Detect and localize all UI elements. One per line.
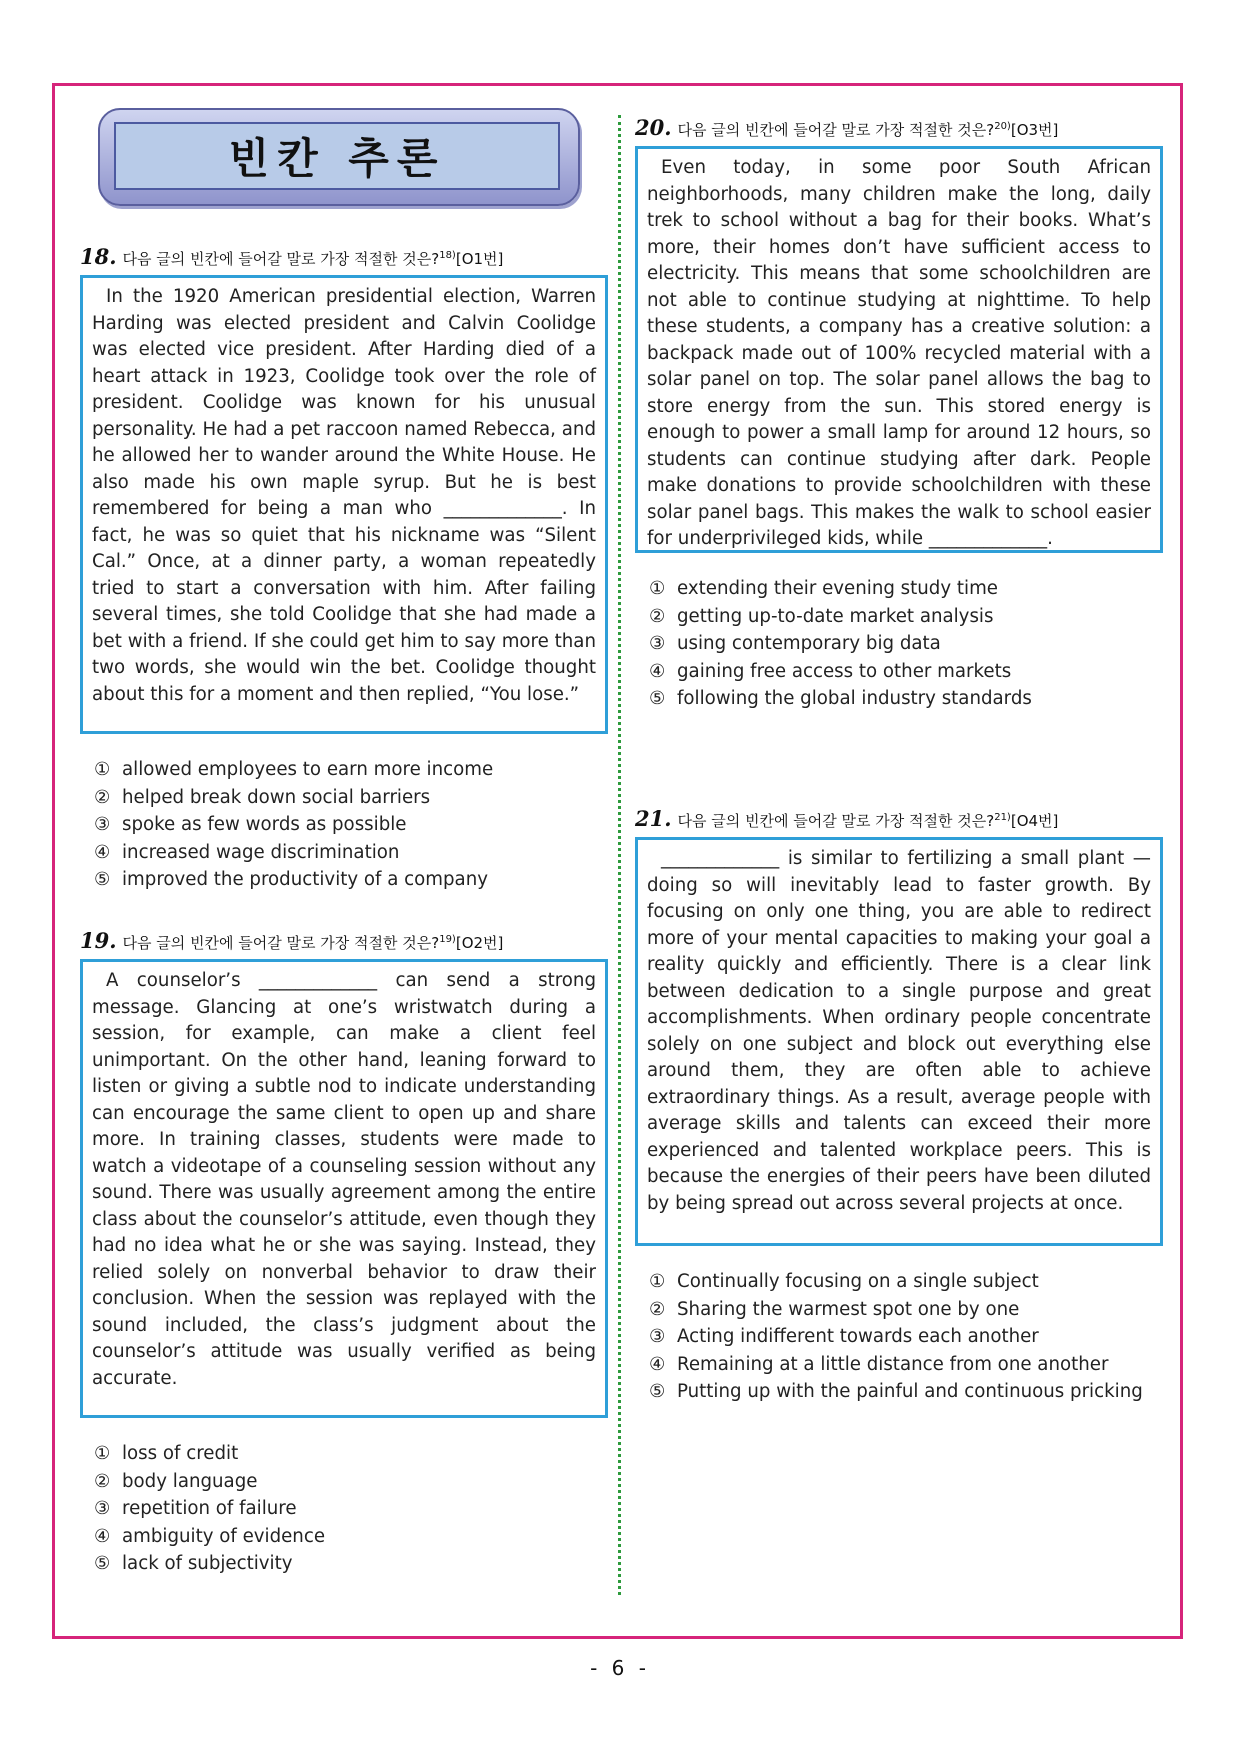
question-number: 21.	[635, 806, 672, 831]
option-1[interactable]: ① Continually focusing on a single subject	[649, 1271, 1039, 1292]
question-19	[80, 928, 608, 1578]
section-banner-inner	[114, 122, 560, 190]
question-header	[80, 928, 608, 953]
passage-box	[635, 146, 1163, 553]
question-prompt: 다음 글의 빈칸에 들어갈 말로 가장 적절한 것은?	[122, 934, 440, 952]
answer-options	[635, 1268, 1163, 1406]
passage-box	[80, 275, 608, 734]
passage-box	[80, 959, 608, 1418]
question-header	[80, 244, 608, 269]
question-prompt: 다음 글의 빈칸에 들어갈 말로 가장 적절한 것은?	[677, 812, 995, 830]
question-tag: [O2번]	[455, 934, 504, 952]
option-5[interactable]: ⑤ improved the productivity of a company	[94, 869, 488, 890]
question-number: 18.	[80, 244, 117, 269]
option-2[interactable]: ② Sharing the warmest spot one by one	[649, 1298, 1020, 1320]
question-prompt: 다음 글의 빈칸에 들어갈 말로 가장 적절한 것은?	[677, 121, 995, 139]
option-1[interactable]: ① loss of credit	[94, 1443, 239, 1464]
question-number: 20.	[635, 115, 672, 140]
option-5[interactable]: ⑤ Putting up with the painful and continuous pricking	[649, 1381, 1143, 1402]
option-4[interactable]: ④ Remaining at a little distance from one another	[649, 1353, 1109, 1375]
option-5[interactable]: ⑤ following the global industry standards	[649, 688, 1032, 709]
column-divider	[618, 115, 621, 1595]
question-18	[80, 244, 608, 894]
passage-text: _____________ is similar to fertilizing a small plant —doing so will inevitably lead to faster growth. By focusing on only one thing, you are able to redirect more of your mental capacities to making your goal a reality quickly and efficiently. There is a clear link between dedication to a single purpose and great accomplishments. When ordinary people concentrate solely on one subject and block out everything else around them, they are often able to achieve extraordinary things. As a result, average people with average skills and talents can exceed their more experienced and talented workplace peers. This is because the energies of their peers have been diluted by being spread out across several projects at once.	[647, 848, 1151, 1214]
option-4[interactable]: ④ ambiguity of evidence	[94, 1525, 326, 1547]
question-20	[635, 115, 1163, 713]
option-3[interactable]: ③ spoke as few words as possible	[94, 814, 407, 835]
passage-text: A counselor’s _____________ can send a strong message. Glancing at one’s wristwatch during a session, for example, can make a client feel unimportant. On the other hand, leaning forward to listen or giving a subtle nod to indicate understanding can encourage the same client to open up and share more. In training classes, students were made to watch a videotape of a counseling session without any sound. There was usually agreement among the entire class about the counselor’s attitude, even though they had no idea what he or she was saying. Instead, they relied solely on nonverbal behavior to draw their conclusion. When the session was replayed with the sound included, the class’s judgment about the counselor’s attitude was usually verified as being accurate.	[92, 970, 596, 1389]
option-3[interactable]: ③ repetition of failure	[94, 1498, 297, 1519]
passage-box	[635, 837, 1163, 1246]
option-2[interactable]: ② body language	[94, 1470, 258, 1492]
option-2[interactable]: ② getting up-to-date market analysis	[649, 605, 994, 627]
question-header	[635, 806, 1163, 831]
footnote-ref: 19)	[439, 934, 456, 945]
option-5[interactable]: ⑤ lack of subjectivity	[94, 1553, 293, 1574]
passage-text: In the 1920 American presidential election, Warren Harding was elected president and Calvin Coolidge was elected vice president. After Harding died of a heart attack in 1923, Coolidge took over the role of president. Coolidge was known for his unusual personality. He had a pet raccoon named Rebecca, and he allowed her to wander around the White House. He also made his own maple syrup. But he is best remembered for being a man who _____________. In fact, he was so quiet that his nickname was “Silent Cal.” Once, at a dinner party, a woman repeatedly tried to start a conversation with him. After failing several times, she told Coolidge that she had made a bet with a friend. If she could get him to say more than two words, she would win the bet. Coolidge thought about this for a moment and then replied, “You lose.”	[92, 286, 596, 705]
option-2[interactable]: ② helped break down social barriers	[94, 786, 431, 808]
option-3[interactable]: ③ Acting indifferent towards each another	[649, 1326, 1039, 1347]
question-21	[635, 806, 1163, 1406]
option-1[interactable]: ① allowed employees to earn more income	[94, 759, 494, 780]
option-3[interactable]: ③ using contemporary big data	[649, 633, 941, 654]
question-tag: [O3번]	[1010, 121, 1059, 139]
option-4[interactable]: ④ gaining free access to other markets	[649, 660, 1012, 682]
footnote-ref: 18)	[439, 250, 456, 261]
section-title: 빈칸 추론	[228, 134, 446, 183]
answer-options	[635, 575, 1163, 713]
question-tag: [O1번]	[455, 250, 504, 268]
footnote-ref: 21)	[994, 812, 1011, 823]
section-banner	[98, 108, 580, 206]
answer-options	[80, 1440, 608, 1578]
question-tag: [O4번]	[1010, 812, 1059, 830]
passage-text: Even today, in some poor South African neighborhoods, many children make the long, daily trek to school without a bag for their books. What’s more, their homes don’t have sufficient access to electricity. This means that some schoolchildren are not able to continue studying at nighttime. To help these students, a company has a creative solution: a backpack made out of 100% recycled material with a solar panel on top. The solar panel allows the bag to store energy from the sun. This stored energy is enough to power a small lamp for around 12 hours, so students can continue studying after dark. People make donations to provide schoolchildren with these solar panel bags. This makes the walk to school easier for underprivileged kids, while _____________.	[647, 157, 1151, 549]
answer-options	[80, 756, 608, 894]
question-header	[635, 115, 1163, 140]
question-prompt: 다음 글의 빈칸에 들어갈 말로 가장 적절한 것은?	[122, 250, 440, 268]
question-number: 19.	[80, 928, 117, 953]
option-1[interactable]: ① extending their evening study time	[649, 578, 998, 599]
option-4[interactable]: ④ increased wage discrimination	[94, 841, 400, 863]
page-number: - 6 -	[590, 1656, 650, 1680]
footnote-ref: 20)	[994, 121, 1011, 132]
